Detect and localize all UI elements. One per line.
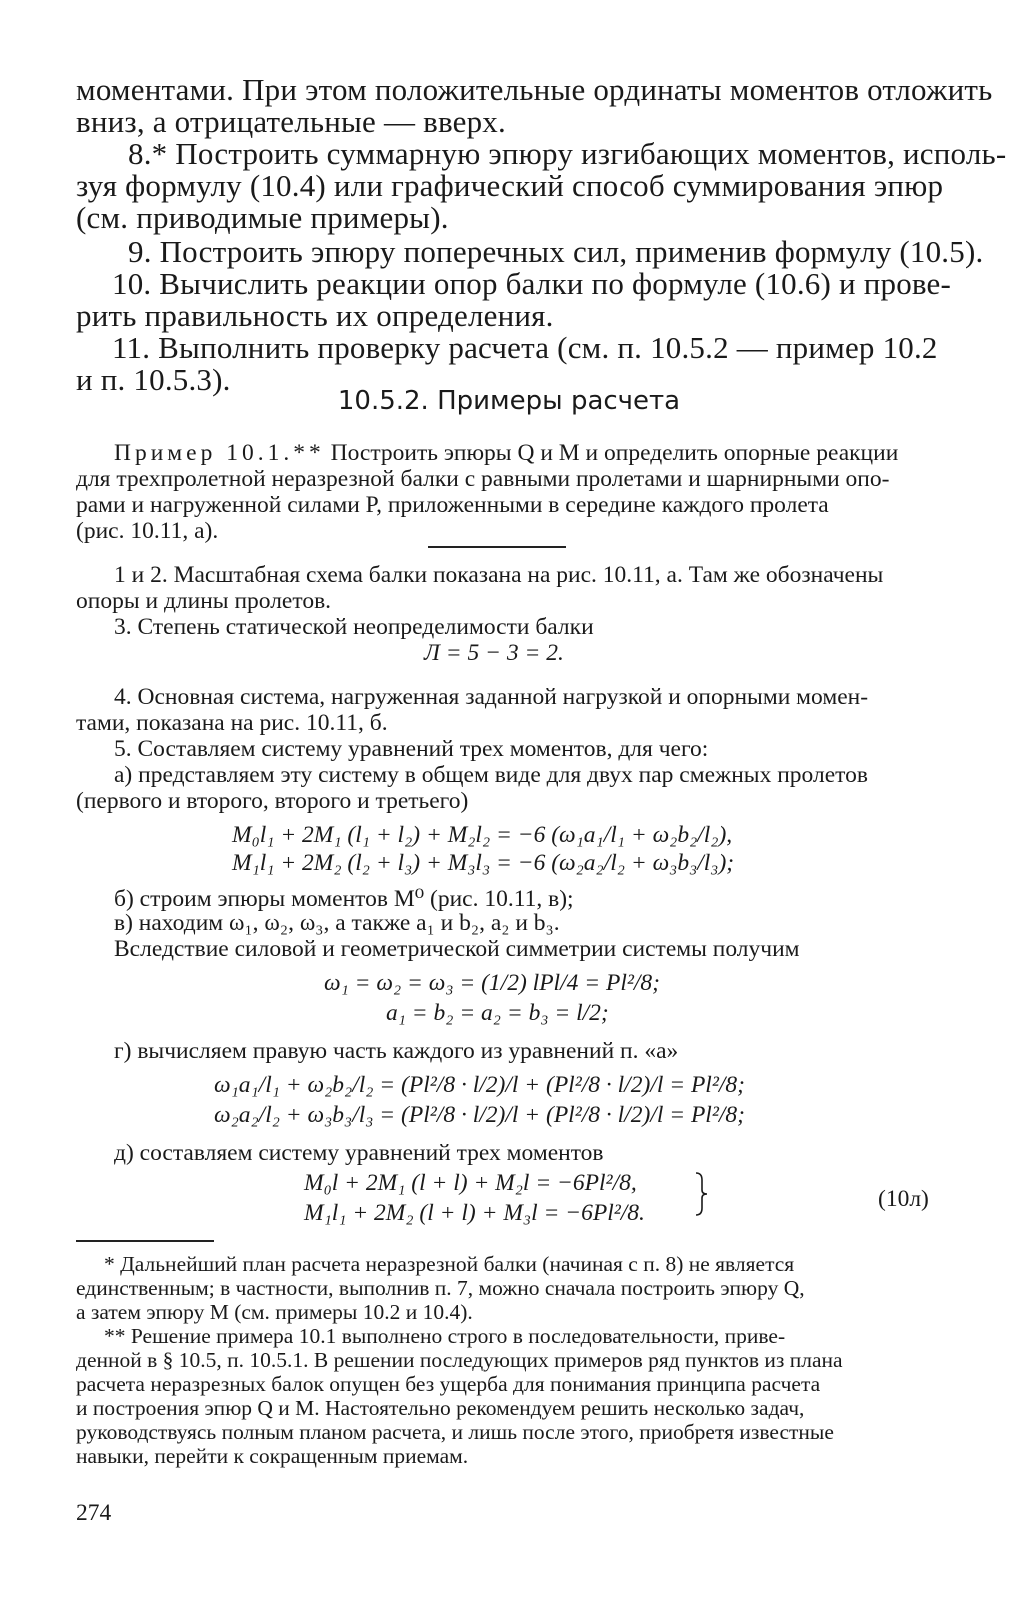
- example-line: рами и нагруженной силами P, приложенными в середине каждого пролета: [76, 492, 829, 518]
- body-line: Вследствие силовой и геометрической симметрии системы получим: [114, 936, 800, 962]
- page-number: 274: [76, 1500, 112, 1526]
- footnote-line: руководствуясь полным планом расчета, и лишь после этого, приобретя известные: [76, 1420, 834, 1444]
- formula-ab: a₁ = b₂ = a₂ = b₃ = l/2;: [386, 1000, 609, 1026]
- body-line: д) составляем систему уравнений трех моментов: [114, 1140, 604, 1166]
- body-line: а) представляем эту систему в общем виде для двух пар смежных пролетов: [114, 762, 868, 788]
- example-label: Пример 10.1.**: [114, 440, 325, 466]
- formula-eq1: M₀l₁ + 2M₁ (l₁ + l₂) + M₂l₂ = −6 (ω₁a₁/l₁ + ω₂b₂/l₂),: [232, 822, 733, 848]
- body-line: б) строим эпюры моментов M⁰ (рис. 10.11, в);: [114, 886, 574, 912]
- text-line: 8.* Построить суммарную эпюру изгибающих моментов, исполь-: [128, 136, 1007, 171]
- example-line: для трехпролетной неразрезной балки с равными пролетами и шарнирными опо-: [76, 466, 890, 492]
- footnote-line: денной в § 10.5, п. 10.5.1. В решении последующих примеров ряд пунктов из плана: [76, 1348, 843, 1372]
- formula-sys1: M₀l + 2M₁ (l + l) + M₂l = −6Pl²/8,: [304, 1170, 637, 1196]
- body-line: (первого и второго, второго и третьего): [76, 788, 469, 814]
- body-line: 1 и 2. Масштабная схема балки показана на рис. 10.11, а. Там же обозначены: [114, 562, 884, 588]
- example-text: Построить эпюры Q и M и определить опорные реакции: [324, 440, 899, 466]
- footnote-line: и построения эпюр Q и M. Настоятельно рекомендуем решить несколько задач,: [76, 1396, 805, 1420]
- text-line: и п. 10.5.3).: [76, 362, 231, 397]
- text-line: рить правильность их определения.: [76, 298, 554, 333]
- body-line: опоры и длины пролетов.: [76, 588, 332, 614]
- footnote-line: единственным; в частности, выполнив п. 7, можно сначала построить эпюру Q,: [76, 1276, 805, 1300]
- formula-rhs2: ω₂a₂/l₂ + ω₃b₃/l₃ = (Pl²/8 · l/2)/l + (Pl²/8 · l/2)/l = Pl²/8;: [214, 1102, 745, 1128]
- formula-rhs1: ω₁a₁/l₁ + ω₂b₂/l₂ = (Pl²/8 · l/2)/l + (Pl²/8 · l/2)/l = Pl²/8;: [214, 1072, 745, 1098]
- section-heading: 10.5.2. Примеры расчета: [337, 386, 681, 416]
- footnote-line: * Дальнейший план расчета неразрезной балки (начиная с п. 8) не является: [104, 1252, 795, 1276]
- formula-sys2: M₁l₁ + 2M₂ (l + l) + M₃l = −6Pl²/8.: [304, 1200, 645, 1226]
- text-line: вниз, а отрицательные — вверх.: [76, 104, 506, 139]
- text-line: 11. Выполнить проверку расчета (см. п. 10.5.2 — пример 10.2: [112, 330, 938, 365]
- text-line: моментами. При этом положительные ординаты моментов отложить: [76, 72, 993, 107]
- example-line: [114, 440, 898, 467]
- body-line: г) вычисляем правую часть каждого из уравнений п. «а»: [114, 1038, 679, 1064]
- separator-rule: [428, 546, 566, 548]
- system-brace: [694, 1172, 708, 1216]
- formula-degree: Л = 5 − 3 = 2.: [424, 640, 564, 666]
- formula-omega: ω₁ = ω₂ = ω₃ = (1/2) lPl/4 = Pl²/8;: [324, 970, 660, 996]
- formula-eq2: M₁l₁ + 2M₂ (l₂ + l₃) + M₃l₃ = −6 (ω₂a₂/l₂ + ω₃b₃/l₃);: [232, 850, 735, 876]
- footnote-rule: [76, 1240, 214, 1242]
- example-line: (рис. 10.11, а).: [76, 518, 219, 544]
- footnote-line: а затем эпюру M (см. примеры 10.2 и 10.4).: [76, 1300, 473, 1324]
- body-line: 4. Основная система, нагруженная заданной нагрузкой и опорными момен-: [114, 684, 869, 710]
- footnote-line: навыки, перейти к сокращенным приемам.: [76, 1444, 469, 1468]
- text-line: (см. приводимые примеры).: [76, 200, 449, 235]
- text-line: зуя формулу (10.4) или графический способ суммирования эпюр: [76, 168, 944, 203]
- body-line: 5. Составляем систему уравнений трех моментов, для чего:: [114, 736, 709, 762]
- body-line: в) находим ω₁, ω₂, ω₃, а также a₁ и b₂, a₂ и b₃.: [114, 910, 560, 936]
- text-line: 9. Построить эпюру поперечных сил, применив формулу (10.5).: [128, 234, 984, 269]
- footnote-line: ** Решение примера 10.1 выполнено строго в последовательности, приве-: [104, 1324, 786, 1348]
- equation-number: (10л): [878, 1186, 929, 1212]
- body-line: 3. Степень статической неопределимости балки: [114, 614, 594, 640]
- footnote-line: расчета неразрезных балок опущен без ущерба для понимания принципа расчета: [76, 1372, 821, 1396]
- body-line: тами, показана на рис. 10.11, б.: [76, 710, 388, 736]
- text-line: 10. Вычислить реакции опор балки по формуле (10.6) и прове-: [112, 266, 952, 301]
